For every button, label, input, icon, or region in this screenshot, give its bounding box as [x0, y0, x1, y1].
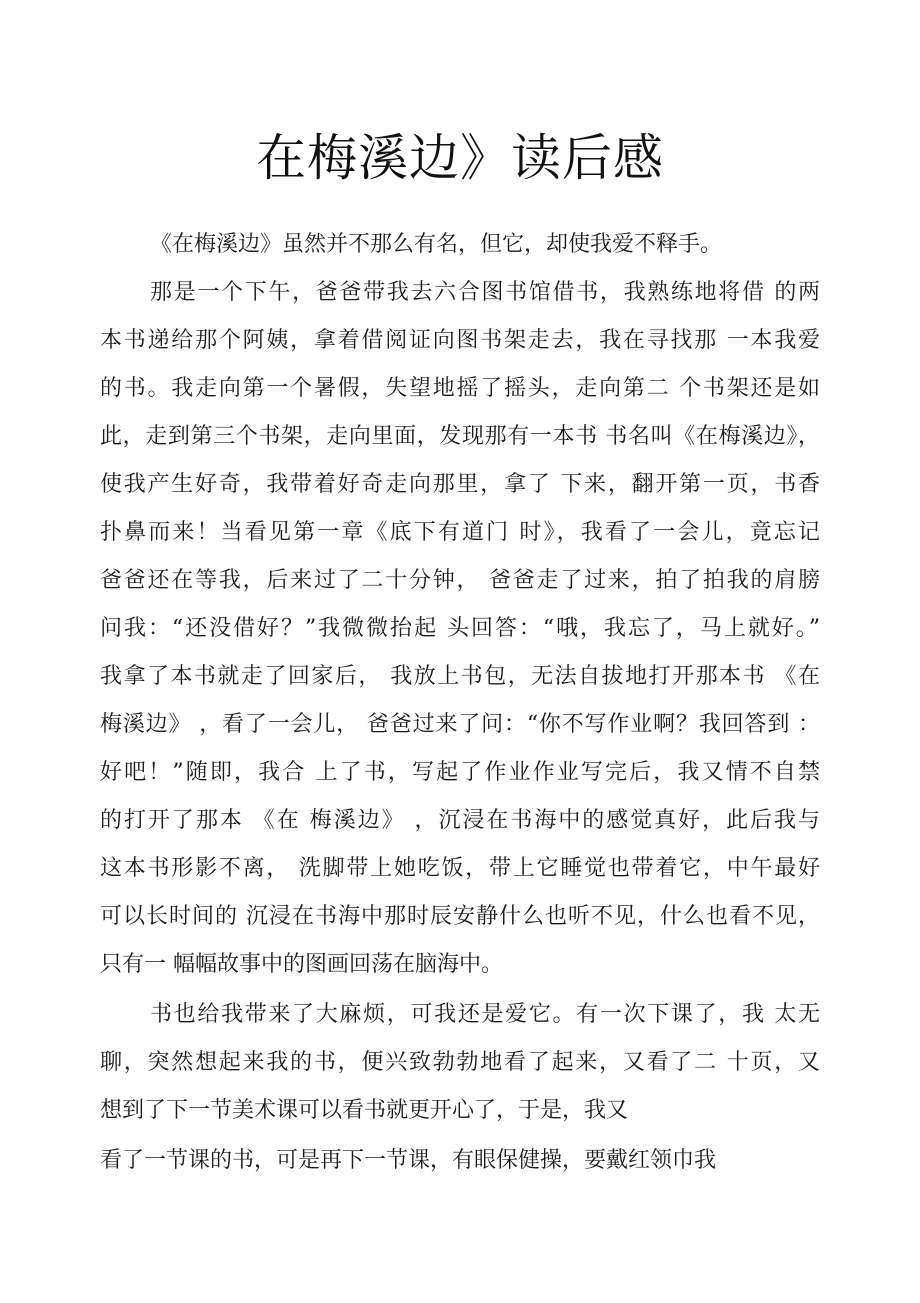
text-line: 我拿了本书就走了回家后， 我放上书包，无法自拔地打开那本书 《在 [100, 664, 820, 689]
text-line: 的打开了那本 《在 梅溪边》 ，沉浸在书海中的感觉真好，此后我与 [100, 808, 820, 833]
document-title: 在梅溪边》读后感 [256, 129, 664, 187]
text-line: 想到了下一节美术课可以看书就更开心了，于是，我又 [100, 1098, 629, 1123]
text-line: 问我：“还没借好？”我微微抬起 头回答：“哦，我忘了，马上就好。” [100, 616, 820, 641]
text-line: 梅溪边》 ，看了一会儿， 爸爸过来了问：“你不写作业啊？我回答到 ： [100, 712, 820, 737]
text-line: 本书递给那个阿姨，拿着借阅证向图书架走去，我在寻找那 一本我爱 [100, 328, 820, 353]
text-line: 此，走到第三个书架，走向里面，发现那有一本书 书名叫《在梅溪边》， [100, 424, 820, 449]
text-line: 使我产生好奇，我带着好奇走向那里，拿了 下来，翻开第一页，书香 [100, 472, 820, 497]
text-line: 《在梅溪边》虽然并不那么有名，但它，却使我爱不释手。 [150, 232, 723, 257]
text-line: 只有一 幅幅故事中的图画回荡在脑海中。 [100, 952, 503, 977]
text-line: 可以长时间的 沉浸在书海中那时辰安静什么也听不见，什么也看不见， [100, 904, 820, 929]
text-line: 爸爸还在等我，后来过了二十分钟， 爸爸走了过来，拍了拍我的肩膀 [100, 568, 820, 593]
text-line: 这本书形影不离， 洗脚带上她吃饭，带上它睡觉也带着它，中午最好 [100, 856, 820, 881]
text-line: 聊，突然想起来我的书，便兴致勃勃地看了起来，又看了二 十页，又 [100, 1050, 820, 1075]
text-line: 书也给我带来了大麻烦，可我还是爱它。有一次下课了，我 太无 [150, 1002, 820, 1027]
text-line: 那是一个下午，爸爸带我去六合图书馆借书，我熟练地将借 的两 [150, 280, 820, 305]
text-line: 看了一节课的书，可是再下一节课，有眼保健操，要戴红领巾我 [100, 1148, 717, 1173]
text-line: 扑鼻而来！当看见第一章《底下有道门 时》，我看了一会儿，竟忘记 [100, 520, 820, 545]
text-line: 好吧！”随即，我合 上了书，写起了作业作业写完后，我又情不自禁 [100, 760, 820, 785]
text-line: 的书。我走向第一个暑假，失望地摇了摇头，走向第二 个书架还是如 [100, 376, 820, 401]
